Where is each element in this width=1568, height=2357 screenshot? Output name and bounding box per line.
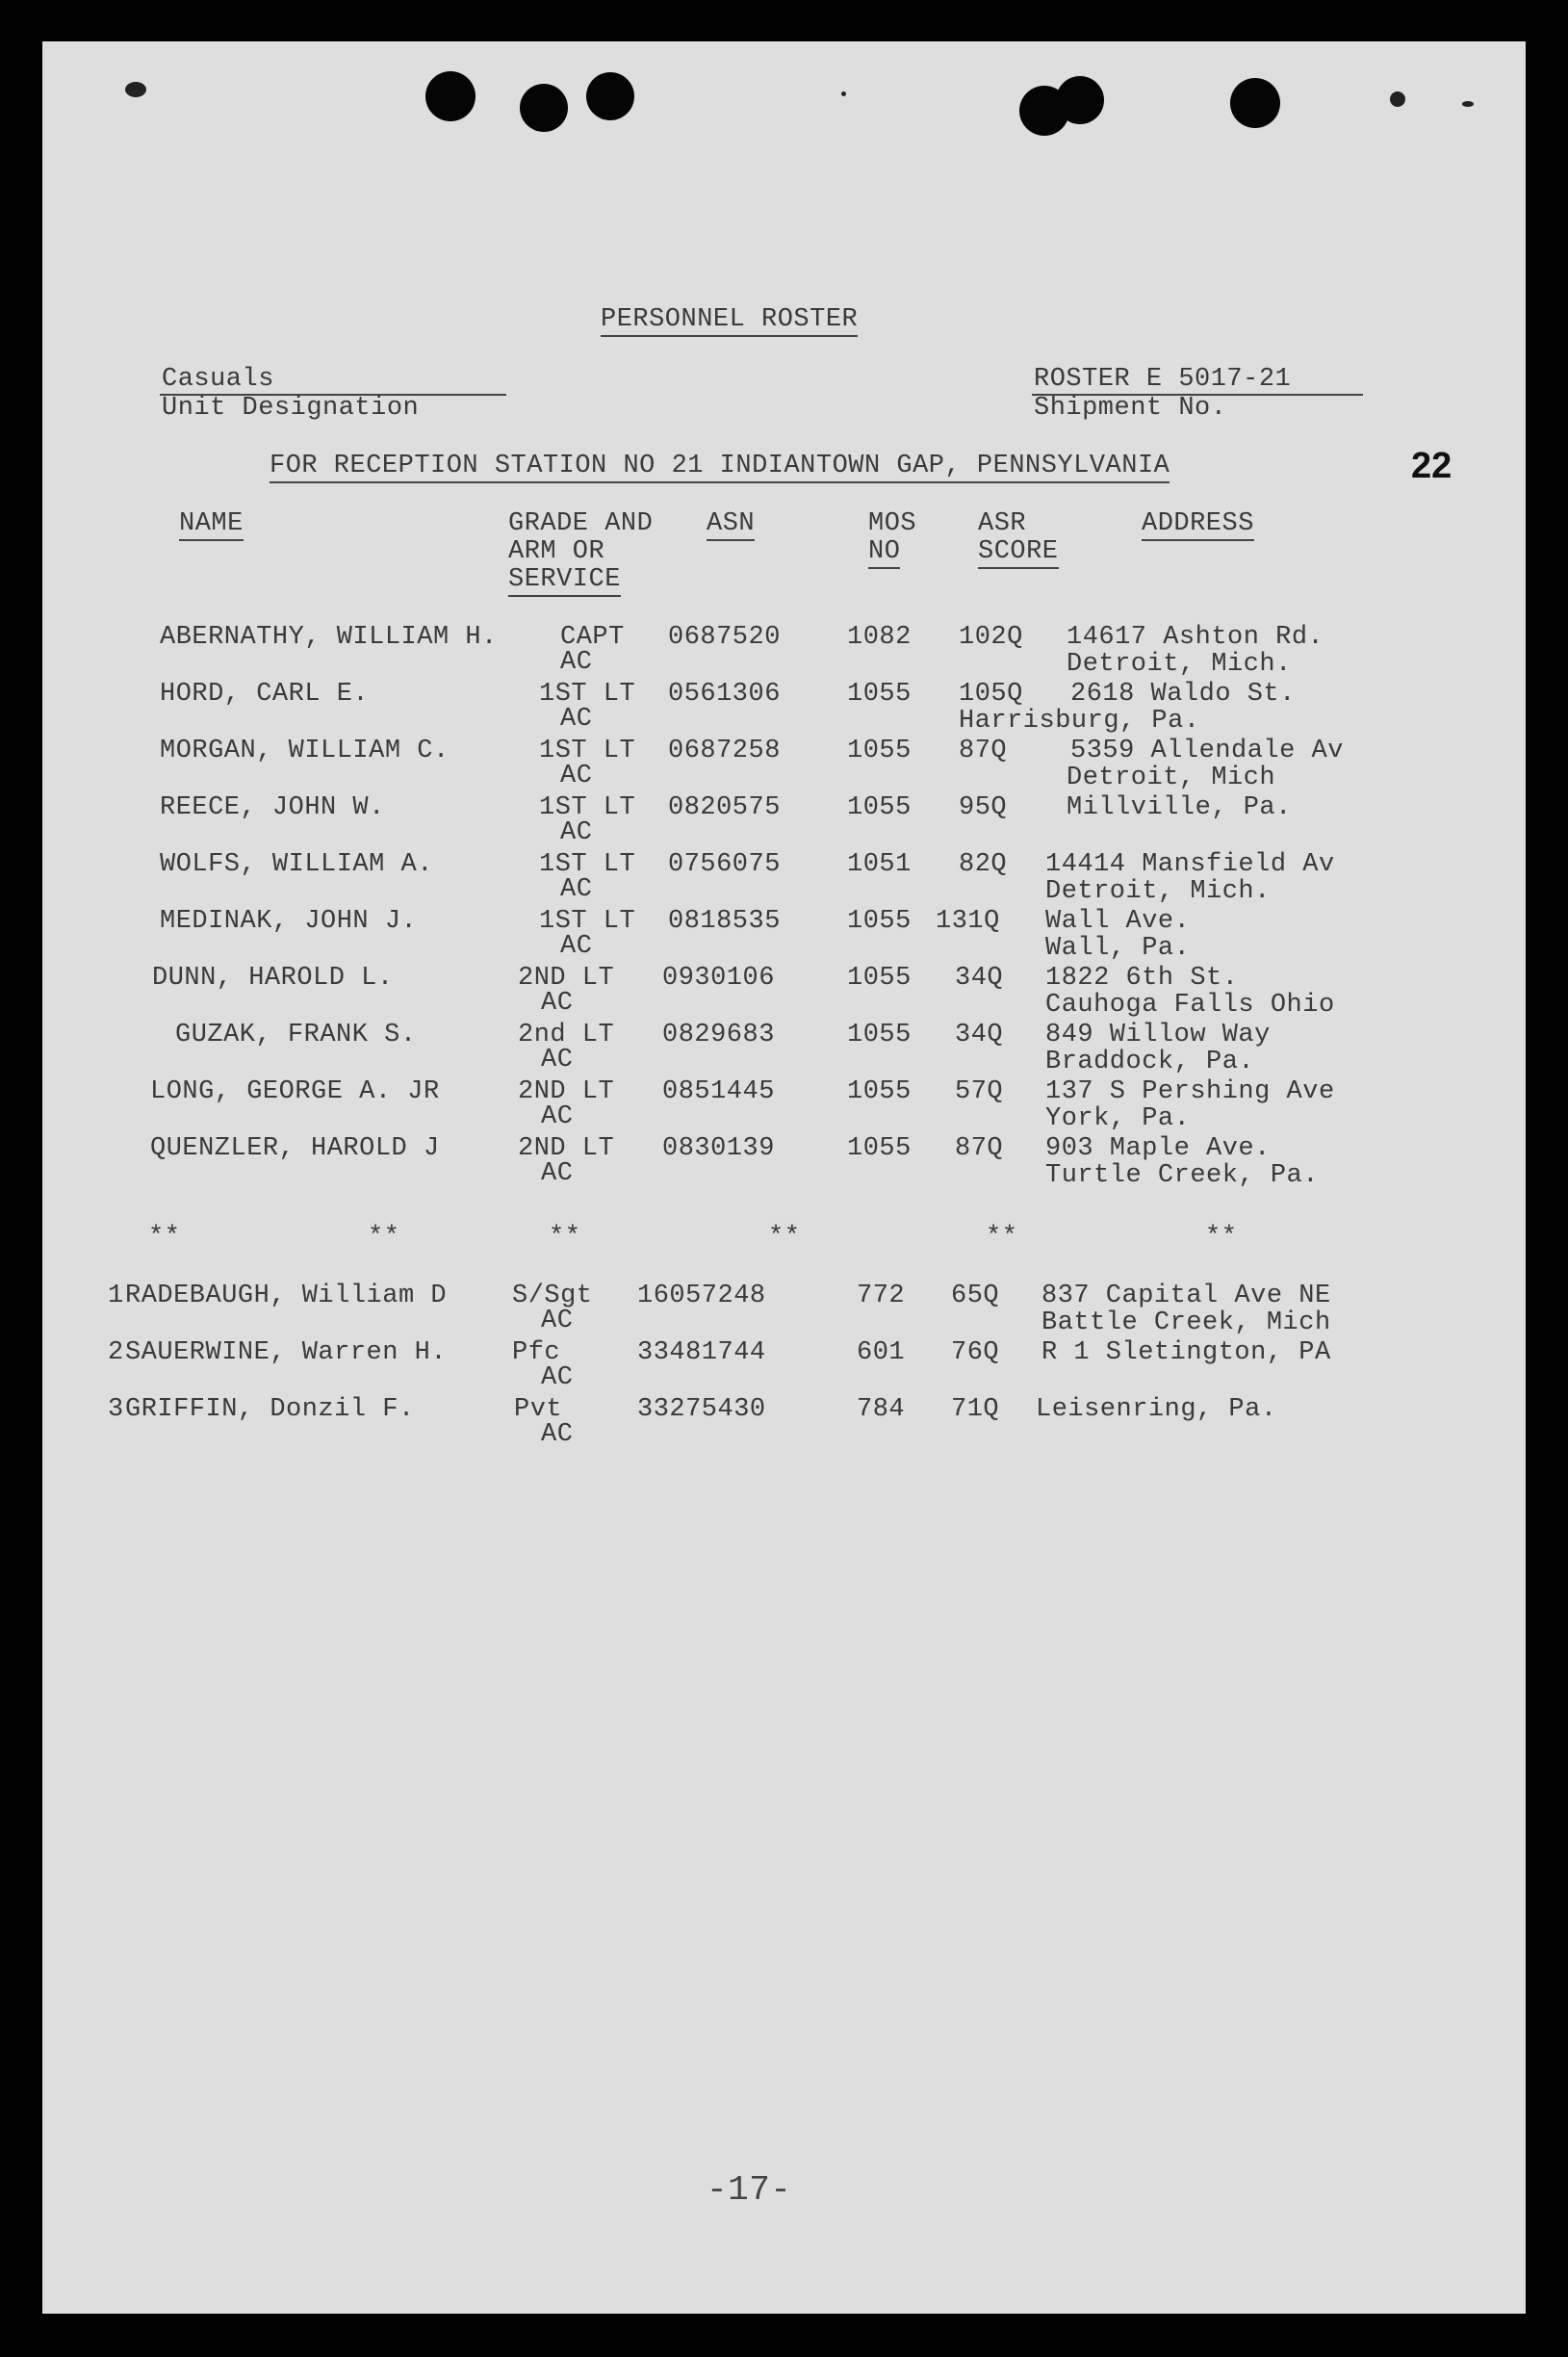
punch-hole [586, 72, 634, 120]
row-number: 3 [108, 1395, 124, 1424]
person-name: GRIFFIN, Donzil F. [125, 1395, 415, 1424]
person-address-line1: 14414 Mansfield Av [1045, 850, 1335, 879]
person-arm: AC [541, 1420, 574, 1449]
person-grade: CAPT [560, 623, 625, 652]
page-title: PERSONNEL ROSTER [601, 305, 858, 335]
person-address-line2: Braddock, Pa. [1045, 1048, 1255, 1076]
person-address-line2: Cauhoga Falls Ohio [1045, 991, 1335, 1020]
person-arm: AC [560, 932, 593, 961]
page-number: 22 [1411, 446, 1452, 486]
person-mos: 1055 [847, 1134, 912, 1163]
person-address-line2: Detroit, Mich. [1045, 877, 1271, 906]
person-mos: 1055 [847, 1077, 912, 1106]
separator-mark: ** [1205, 1223, 1238, 1252]
person-arm: AC [541, 1307, 574, 1335]
person-asn: 0851445 [662, 1077, 775, 1106]
person-address-line1: 2618 Waldo St. [1070, 680, 1296, 709]
person-address-line1: 137 S Pershing Ave [1045, 1077, 1335, 1106]
person-asr: 105Q [959, 680, 1023, 709]
person-arm: AC [541, 1102, 574, 1131]
person-grade: 1ST LT [539, 850, 636, 879]
separator-mark: ** [986, 1223, 1018, 1252]
column-header-address: ADDRESS [1142, 509, 1254, 539]
person-asr: 87Q [959, 737, 1008, 765]
speck [1390, 91, 1405, 107]
person-arm: AC [560, 875, 593, 904]
person-asn: 0687258 [668, 737, 781, 765]
unit-designation-value: Casuals [162, 365, 274, 394]
person-grade: 2ND LT [518, 964, 615, 993]
person-address-line2: Wall, Pa. [1045, 934, 1191, 963]
column-header-mos: NO [868, 537, 900, 567]
punch-hole [520, 84, 568, 132]
person-grade: 1ST LT [539, 793, 636, 822]
destination-line: FOR RECEPTION STATION NO 21 INDIANTOWN GAP, PENNSYLVANIA [270, 452, 1170, 481]
person-address-line2: Detroit, Mich [1067, 764, 1276, 792]
person-mos: 1055 [847, 1021, 912, 1049]
person-asr: 87Q [955, 1134, 1004, 1163]
person-name: ABERNATHY, WILLIAM H. [160, 623, 498, 652]
person-address-line1: R 1 Sletington, PA [1041, 1338, 1331, 1367]
person-grade: Pfc [512, 1338, 561, 1367]
person-name: WOLFS, WILLIAM A. [160, 850, 433, 879]
person-mos: 1055 [847, 737, 912, 765]
punch-hole [1230, 78, 1280, 128]
column-header-grade: GRADE AND [508, 509, 654, 538]
shipment-number-value: ROSTER E 5017-21 [1034, 365, 1292, 394]
person-address-line2: Harrisburg, Pa. [959, 707, 1200, 736]
person-asn: 16057248 [637, 1282, 766, 1310]
person-address-line1: Wall Ave. [1045, 907, 1191, 936]
person-mos: 772 [857, 1282, 906, 1310]
column-header-asr: ASR [978, 509, 1027, 538]
person-mos: 1082 [847, 623, 912, 652]
person-address-line1: Millville, Pa. [1067, 793, 1292, 822]
person-mos: 1055 [847, 680, 912, 709]
column-header-asr: SCORE [978, 537, 1059, 567]
person-name: LONG, GEORGE A. JR [150, 1077, 440, 1106]
person-address-line1: 849 Willow Way [1045, 1021, 1271, 1049]
person-mos: 601 [857, 1338, 906, 1367]
person-asr: 82Q [959, 850, 1008, 879]
column-header-grade: ARM OR [508, 537, 605, 566]
person-mos: 1055 [847, 793, 912, 822]
person-mos: 1055 [847, 964, 912, 993]
shipment-number-label: Shipment No. [1034, 394, 1227, 423]
person-address-line1: 1822 6th St. [1045, 964, 1239, 993]
person-asn: 0687520 [668, 623, 781, 652]
person-asr: 95Q [959, 793, 1008, 822]
person-grade: 1ST LT [539, 737, 636, 765]
person-asn: 33481744 [637, 1338, 766, 1367]
column-header-name: NAME [179, 509, 244, 539]
person-asn: 0818535 [668, 907, 781, 936]
person-address-line1: 903 Maple Ave. [1045, 1134, 1271, 1163]
person-grade: 2nd LT [518, 1021, 615, 1049]
column-header-mos: MOS [868, 509, 917, 538]
person-name: HORD, CARL E. [160, 680, 370, 709]
person-arm: AC [541, 1363, 574, 1392]
person-asr: 34Q [955, 1021, 1004, 1049]
footer-page-mark: -17- [707, 2170, 792, 2210]
person-name: REECE, JOHN W. [160, 793, 385, 822]
speck [125, 82, 146, 97]
person-arm: AC [541, 1159, 574, 1188]
person-grade: 2ND LT [518, 1134, 615, 1163]
speck [1462, 101, 1474, 107]
person-asn: 0820575 [668, 793, 781, 822]
person-address-line1: 837 Capital Ave NE [1041, 1282, 1331, 1310]
person-asr: 102Q [959, 623, 1023, 652]
person-grade: 1ST LT [539, 907, 636, 936]
person-name: SAUERWINE, Warren H. [125, 1338, 448, 1367]
person-arm: AC [560, 648, 593, 677]
person-grade: S/Sgt [512, 1282, 593, 1310]
person-address-line1: 5359 Allendale Av [1070, 737, 1344, 765]
person-asr: 34Q [955, 964, 1004, 993]
person-address-line2: York, Pa. [1045, 1104, 1191, 1133]
person-asr: 76Q [951, 1338, 1000, 1367]
person-arm: AC [541, 989, 574, 1018]
person-asn: 0830139 [662, 1134, 775, 1163]
person-address-line2: Battle Creek, Mich [1041, 1308, 1331, 1337]
person-arm: AC [541, 1046, 574, 1075]
person-grade: Pvt [514, 1395, 563, 1424]
person-asn: 33275430 [637, 1395, 766, 1424]
person-asn: 0930106 [662, 964, 775, 993]
separator-mark: ** [148, 1223, 181, 1252]
person-name: DUNN, HAROLD L. [152, 964, 394, 993]
column-header-grade: SERVICE [508, 565, 621, 595]
row-number: 1 [108, 1282, 124, 1310]
person-asn: 0561306 [668, 680, 781, 709]
separator-mark: ** [549, 1223, 581, 1252]
person-mos: 1055 [847, 907, 912, 936]
person-grade: 2ND LT [518, 1077, 615, 1106]
person-mos: 784 [857, 1395, 906, 1424]
person-mos: 1051 [847, 850, 912, 879]
person-address-line2: Detroit, Mich. [1067, 650, 1292, 679]
person-address-line1: Leisenring, Pa. [1036, 1395, 1277, 1424]
person-name: RADEBAUGH, William D [125, 1282, 448, 1310]
person-name: QUENZLER, HAROLD J [150, 1134, 440, 1163]
person-grade: 1ST LT [539, 680, 636, 709]
person-arm: AC [560, 818, 593, 847]
row-number: 2 [108, 1338, 124, 1367]
person-address-line2: Turtle Creek, Pa. [1045, 1161, 1319, 1190]
separator-mark: ** [368, 1223, 400, 1252]
person-address-line1: 14617 Ashton Rd. [1067, 623, 1324, 652]
person-arm: AC [560, 705, 593, 734]
person-asn: 0829683 [662, 1021, 775, 1049]
person-asn: 0756075 [668, 850, 781, 879]
person-name: GUZAK, FRANK S. [175, 1021, 417, 1049]
person-arm: AC [560, 762, 593, 790]
person-asr: 71Q [951, 1395, 1000, 1424]
speck [841, 91, 846, 96]
punch-hole [425, 71, 476, 121]
separator-mark: ** [768, 1223, 801, 1252]
person-asr: 57Q [955, 1077, 1004, 1106]
document-page [42, 41, 1526, 2314]
person-name: MORGAN, WILLIAM C. [160, 737, 450, 765]
column-header-asn: ASN [707, 509, 755, 539]
punch-hole [1056, 76, 1104, 124]
person-asr: 65Q [951, 1282, 1000, 1310]
unit-designation-label: Unit Designation [162, 394, 420, 423]
person-name: MEDINAK, JOHN J. [160, 907, 418, 936]
person-asr: 131Q [936, 907, 1000, 936]
